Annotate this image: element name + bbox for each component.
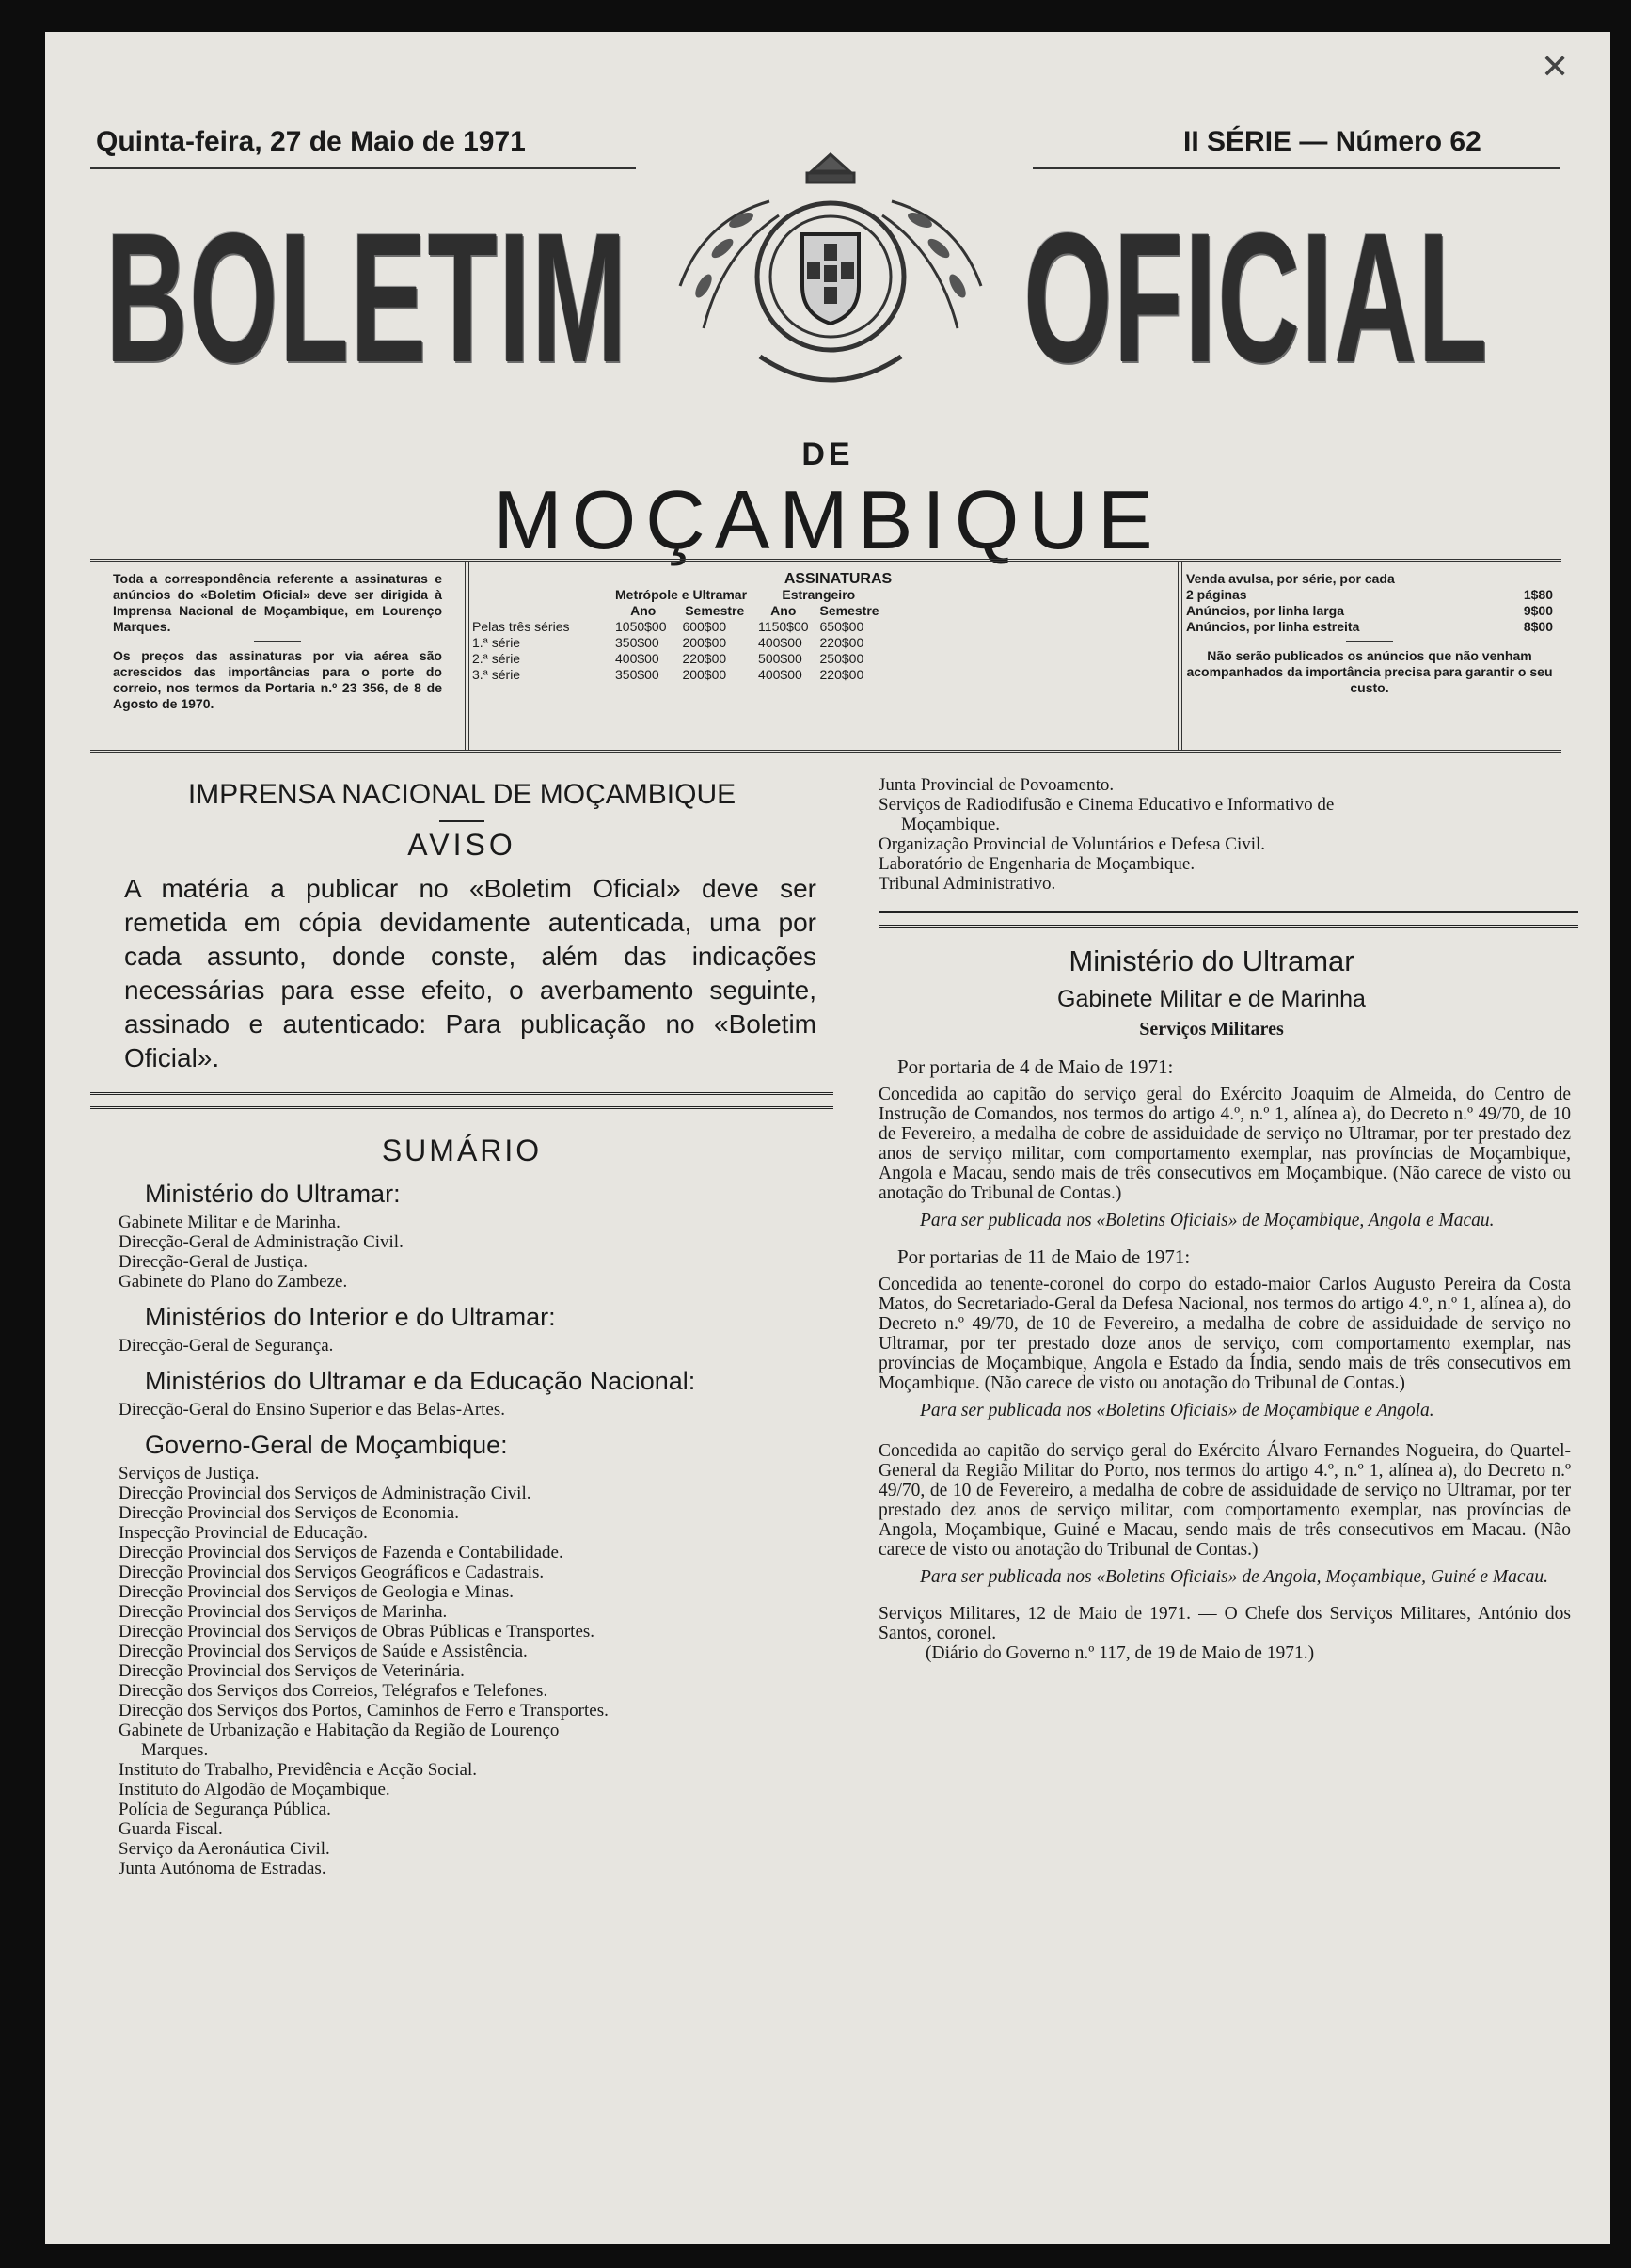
- portaria-intro: Por portaria de 4 de Maio de 1971:: [897, 1055, 1174, 1078]
- list-item: Direcção dos Serviços dos Portos, Caminhos de Ferro e Transportes.: [119, 1701, 609, 1721]
- list-item: Instituto do Algodão de Moçambique.: [119, 1780, 390, 1800]
- subscriptions-title: ASSINATURAS: [784, 571, 893, 587]
- divider: [254, 641, 301, 642]
- list-item: Laboratório de Engenharia de Moçambique.: [879, 854, 1196, 874]
- section-rule: [90, 1092, 833, 1109]
- venda-label: Anúncios, por linha estreita: [1186, 619, 1360, 634]
- summary-list: [119, 1336, 833, 1356]
- list-item: Direcção-Geral de Segurança.: [119, 1336, 334, 1356]
- notice-text: A matéria a publicar no «Boletim Oficial» deve ser remetida em cópia devidamente autenticada, uma por cada assunto, donde conste, além das indicações necessárias para esse efeito, o averbamento seguinte, assinado e autenticado: Para publicação no «Boletim Oficial».: [124, 874, 816, 1072]
- table-row: [467, 619, 885, 635]
- list-item: Direcção Provincial dos Serviços Geográficos e Cadastrais.: [119, 1562, 545, 1582]
- price-cell: 350$00: [615, 667, 659, 682]
- box-divider: [1178, 562, 1182, 750]
- masthead-title-left: BOLETIM: [105, 195, 628, 401]
- signature-block: Serviços Militares, 12 de Maio de 1971. — O Chefe dos Serviços Militares, António dos Santos, coronel.: [879, 1604, 1571, 1643]
- list-item: Direcção Provincial dos Serviços de Fazenda e Contabilidade.: [119, 1543, 563, 1562]
- divider: [1346, 641, 1393, 642]
- coat-of-arms-icon: [666, 135, 995, 408]
- list-item: Direcção-Geral de Justiça.: [119, 1252, 308, 1272]
- office-heading: Gabinete Militar e de Marinha: [1057, 986, 1366, 1012]
- section-rule: [879, 911, 1578, 928]
- list-item: Serviços de Justiça.: [119, 1464, 260, 1483]
- list-item: Serviços de Radiodifusão e Cinema Educativo e Informativo de: [879, 795, 1335, 815]
- masthead-country: MOÇAMBIQUE: [493, 473, 1163, 566]
- portaria-body: Concedida ao capitão do serviço geral do Exército Joaquim de Almeida, do Centro de Instrução de Comandos, nos termos do artigo 4.º, n.º 1, alínea a), do Decreto n.º 49/70, de 10 de Fevereiro, a medalha de cobre de assiduidade de serviço no Ultramar, por ter prestado dez anos de serviço militar, com comportamento exemplar, nas províncias de Moçambique, Angola e Macau, sendo mais de três consecutivos em Moçambique. (Não carece de visto ou anotação do Tribunal de Contas.): [879, 1085, 1571, 1203]
- list-item: Direcção Provincial dos Serviços de Veterinária.: [119, 1661, 465, 1681]
- price-cell: 220$00: [682, 651, 727, 666]
- price-cell: 1150$00: [758, 619, 809, 634]
- issue-series-number: II SÉRIE — Número 62: [1183, 126, 1481, 157]
- venda-label: Anúncios, por linha larga: [1186, 603, 1345, 618]
- issue-date: Quinta-feira, 27 de Maio de 1971: [96, 126, 526, 157]
- publication-note: Para ser publicada nos «Boletins Oficiais» de Moçambique, Angola e Macau.: [920, 1211, 1495, 1230]
- list-item: Direcção dos Serviços dos Correios, Telégrafos e Telefones.: [119, 1681, 548, 1701]
- row-label: Pelas três séries: [472, 619, 570, 634]
- list-item: Gabinete de Urbanização e Habitação da Região de Lourenço: [119, 1721, 560, 1740]
- list-item: Direcção Provincial dos Serviços de Economia.: [119, 1503, 459, 1523]
- masthead-title-right: OFICIAL: [1023, 195, 1489, 401]
- publication-note: Para ser publicada nos «Boletins Oficiais» de Angola, Moçambique, Guiné e Macau.: [920, 1567, 1548, 1587]
- group-metropole: Metrópole e Ultramar: [615, 587, 748, 602]
- ministry-heading: Ministério do Ultramar: [1069, 944, 1354, 977]
- list-item: Gabinete do Plano do Zambeze.: [119, 1272, 348, 1292]
- venda-label: 2 páginas: [1186, 587, 1247, 602]
- row-label: 3.ª série: [472, 667, 521, 682]
- list-item: Organização Provincial de Voluntários e Defesa Civil.: [879, 834, 1266, 854]
- table-row: [467, 651, 885, 667]
- list-item: Moçambique.: [901, 815, 1001, 834]
- list-item: Polícia de Segurança Pública.: [119, 1800, 331, 1819]
- price-cell: 200$00: [682, 667, 727, 682]
- subscriptions-prices: [467, 587, 885, 683]
- right-column: [845, 775, 1578, 1663]
- correspondence-note: [113, 571, 442, 712]
- notice-title: AVISO: [407, 828, 516, 862]
- list-item: Direcção Provincial dos Serviços de Marinha.: [119, 1602, 448, 1622]
- price-cell: 250$00: [819, 651, 864, 666]
- price-cell: 220$00: [819, 635, 864, 650]
- header-rule-right: [1033, 167, 1560, 169]
- list-item: Junta Autónoma de Estradas.: [119, 1859, 326, 1879]
- list-item: Inspecção Provincial de Educação.: [119, 1523, 368, 1543]
- col-semestre: Semestre: [819, 603, 879, 618]
- col-semestre: Semestre: [685, 603, 745, 618]
- services-heading: Serviços Militares: [1139, 1019, 1284, 1039]
- price-cell: 400$00: [615, 651, 659, 666]
- list-item: Direcção Provincial dos Serviços de Administração Civil.: [119, 1483, 531, 1503]
- list-item: Direcção-Geral de Administração Civil.: [119, 1232, 404, 1252]
- summary-list: [119, 1400, 833, 1419]
- subscriptions-table: [467, 571, 1210, 683]
- portaria-body: Concedida ao tenente-coronel do corpo do estado-maior Carlos Augusto Pereira da Costa Matos, do Secretariado-Geral da Defesa Nacional, nos termos do artigo 4.º, n.º 1, alínea a), do Decreto n.º 49/70, de 10 de Fevereiro, a medalha de cobre de assiduidade de serviço no Ultramar, por ter prestado doze anos de serviço, com comportamento exemplar, nas províncias de Moçambique, Angola e Estado da Índia, sendo mais de três consecutivos em Moçambique. (Não carece de visto ou anotação do Tribunal de Contas.): [879, 1275, 1571, 1393]
- col-ano: Ano: [630, 603, 657, 618]
- venda-intro: Venda avulsa, por série, por cada: [1186, 571, 1395, 586]
- list-item: Direcção-Geral do Ensino Superior e das Belas-Artes.: [119, 1400, 505, 1419]
- list-item: Junta Provincial de Povoamento.: [879, 775, 1115, 795]
- price-cell: 600$00: [682, 619, 727, 634]
- venda-price: 1$80: [1523, 587, 1553, 602]
- source-citation: (Diário do Governo n.º 117, de 19 de Maio de 1971.): [926, 1643, 1315, 1663]
- list-item: Tribunal Administrativo.: [879, 874, 1056, 894]
- venda-note: Não serão publicados os anúncios que não venham acompanhados da importância precisa para garantir o seu custo.: [1186, 648, 1553, 695]
- table-row: [467, 635, 885, 651]
- list-item: Direcção Provincial dos Serviços de Geologia e Minas.: [119, 1582, 514, 1602]
- summary-list: [119, 1213, 833, 1292]
- summary-section-heading: Ministérios do Ultramar e da Educação Nacional:: [145, 1367, 696, 1395]
- portaria-intro: Por portarias de 11 de Maio de 1971:: [897, 1245, 1191, 1268]
- summary-list: [119, 1464, 833, 1879]
- venda-row: [1186, 587, 1553, 603]
- portaria-body: Concedida ao capitão do serviço geral do Exército Álvaro Fernandes Nogueira, do Quartel-General da Região Militar do Porto, nos termos do artigo 4.º, n.º 1, alínea a), do Decreto n.º 49/70, de 10 de Fevereiro, a medalha de cobre de assiduidade de serviço no Ultramar, por ter prestado dez anos de serviço militar, com comportamento exemplar, nas províncias de Angola, Moçambique, Guiné e Macau, sendo mais de três consecutivos em Macau. (Não carece de visto ou anotação do Tribunal de Contas.): [879, 1441, 1571, 1560]
- price-cell: 400$00: [758, 667, 802, 682]
- publisher-heading: IMPRENSA NACIONAL DE MOÇAMBIQUE: [187, 779, 736, 810]
- group-estrangeiro: Estrangeiro: [782, 587, 856, 602]
- list-item: Guarda Fiscal.: [119, 1819, 223, 1839]
- single-sale-prices: [1186, 571, 1553, 696]
- list-item: Direcção Provincial dos Serviços de Obras Públicas e Transportes.: [119, 1622, 595, 1642]
- row-label: 2.ª série: [472, 651, 521, 666]
- summary-list-continued: [879, 775, 1578, 894]
- table-row: [467, 667, 885, 683]
- document-page: [45, 32, 1610, 2244]
- row-label: 1.ª série: [472, 635, 521, 650]
- list-item: Instituto do Trabalho, Previdência e Acção Social.: [119, 1760, 477, 1780]
- subscription-info-box: [90, 559, 1561, 753]
- list-item: Direcção Provincial dos Serviços de Saúde e Assistência.: [119, 1642, 528, 1661]
- venda-row: [1186, 619, 1553, 635]
- list-item: Marques.: [141, 1740, 209, 1760]
- header-rule-left: [90, 167, 636, 169]
- divider: [439, 820, 484, 822]
- summary-section-heading: Governo-Geral de Moçambique:: [145, 1431, 508, 1459]
- masthead-de: DE: [801, 436, 854, 472]
- left-column: [90, 775, 833, 1879]
- price-cell: 500$00: [758, 651, 802, 666]
- handwritten-mark: ✕: [1541, 48, 1570, 86]
- price-cell: 200$00: [682, 635, 727, 650]
- summary-title: SUMÁRIO: [381, 1134, 543, 1167]
- publication-note: Para ser publicada nos «Boletins Oficiais» de Moçambique e Angola.: [920, 1401, 1434, 1420]
- correspondence-text: Toda a correspondência referente a assinaturas e anúncios do «Boletim Oficial» deve ser dirigida à Imprensa Nacional de Moçambique, em Lourenço Marques.: [113, 571, 442, 634]
- summary-section-heading: Ministérios do Interior e do Ultramar:: [145, 1303, 556, 1331]
- venda-price: 9$00: [1523, 603, 1553, 618]
- list-item: Serviço da Aeronáutica Civil.: [119, 1839, 330, 1859]
- price-cell: 400$00: [758, 635, 802, 650]
- price-cell: 1050$00: [615, 619, 667, 634]
- venda-row: [1186, 603, 1553, 619]
- col-ano: Ano: [770, 603, 797, 618]
- price-cell: 350$00: [615, 635, 659, 650]
- list-item: Gabinete Militar e de Marinha.: [119, 1213, 340, 1232]
- price-cell: 220$00: [819, 667, 864, 682]
- price-cell: 650$00: [819, 619, 864, 634]
- venda-price: 8$00: [1523, 619, 1553, 634]
- summary-section-heading: Ministério do Ultramar:: [145, 1180, 401, 1208]
- air-mail-note: Os preços das assinaturas por via aérea são acrescidos das importâncias para o porte do correio, nos termos da Portaria n.º 23 356, de 8 de Agosto de 1970.: [113, 648, 442, 711]
